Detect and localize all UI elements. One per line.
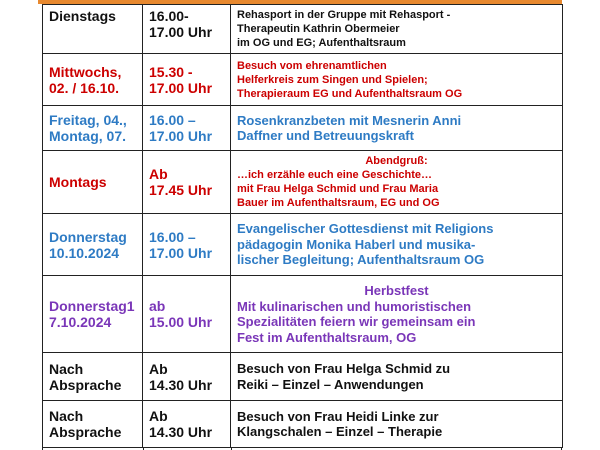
day-text: 02. / 16.10. [49,79,120,96]
day-text: Nach [49,360,84,377]
description-cell [231,106,563,151]
schedule-table [42,4,563,448]
description-title: Abendgruß: [365,155,428,167]
description-title: Herbstfest [364,283,429,298]
table-row [43,151,563,214]
day-text: Montags [49,174,107,190]
time-cell [143,5,231,54]
description-text: Therapeutin Kathrin Obermeier [237,23,400,35]
day-text: Absprache [49,376,122,393]
description-text: mit Frau Helga Schmid und Frau Maria [237,183,439,195]
description-text: Therapieraum EG und Aufenthaltsraum OG [237,87,463,100]
time-text: 14.30 Uhr [149,424,213,440]
table-row [43,5,563,54]
time-text: Ab [149,166,168,182]
table-row [43,276,563,353]
description-text: im OG und EG; Aufenthaltsraum [237,37,406,49]
description-text: Besuch vom ehrenamtlichen [237,59,387,72]
time-cell [143,54,231,106]
time-text: 14.30 Uhr [149,376,213,393]
time-text: 17.00 Uhr [149,244,213,261]
time-cell [143,106,231,151]
description-text: Helferkreis zum Singen und Spielen; [237,73,428,86]
description-text: Fest im Aufenthaltsraum, OG [237,329,417,345]
day-text: Montag, 07. [49,128,127,144]
description-text: …ich erzähle euch eine Geschichte… [237,169,433,181]
time-text: Ab [149,360,168,377]
time-text: 17.00 Uhr [149,128,213,144]
time-text: 16.00- [149,8,189,24]
day-text: Nach [49,408,84,424]
day-cell [43,214,143,276]
description-text: Mit kulinarischen und humoristischen [237,298,472,314]
time-text: 17.45 Uhr [149,182,213,198]
time-cell [143,276,231,353]
day-cell [43,106,143,151]
description-text: Reiki – Einzel – Anwendungen [237,376,424,392]
description-text: Bauer im Aufenthaltsraum, EG und OG [237,197,440,209]
time-cell [143,214,231,276]
time-text: 17.00 Uhr [149,24,213,40]
day-text: Donnerstag1 [49,298,135,314]
table-row [43,353,563,401]
day-text: Donnerstag [49,228,127,245]
description-text: Spezialitäten feiern wir gemeinsam ein [237,314,476,329]
day-text: Freitag, 04., [49,112,127,128]
description-text: lischer Begleitung; Aufenthaltsraum OG [237,252,485,268]
description-text: Daffner und Betreuungskraft [237,128,414,143]
table-row [43,54,563,106]
time-cell [143,151,231,214]
time-text: 15.30 - [149,63,193,80]
table-row [43,401,563,448]
description-text: Besuch von Frau Helga Schmid zu [237,361,451,376]
time-text: 15.00 Uhr [149,314,213,330]
description-text: Klangschalen – Einzel – Therapie [237,424,443,439]
time-text: Ab [149,408,168,424]
time-text: ab [149,298,166,314]
day-cell [43,54,143,106]
description-text: pädagogin Monika Haberl und musika- [237,236,476,252]
description-cell [231,5,563,54]
description-text: Evangelischer Gottesdienst mit Religions [237,221,494,237]
day-cell [43,151,143,214]
table-row [43,214,563,276]
day-text: Dienstags [49,8,116,24]
day-text: Mittwochs, [49,63,122,80]
description-cell [231,54,563,106]
day-text: 10.10.2024 [49,244,120,261]
time-cell [143,353,231,401]
description-cell [231,401,563,448]
description-text: Rehasport in der Gruppe mit Rehasport - [237,9,451,21]
description-text: Rosenkranzbeten mit Mesnerin Anni [237,112,462,128]
description-cell [231,276,563,353]
description-cell [231,151,563,214]
time-text: 17.00 Uhr [149,79,213,96]
description-text: Besuch von Frau Heidi Linke zur [237,408,439,424]
description-cell [231,353,563,401]
day-cell [43,5,143,54]
day-cell [43,353,143,401]
time-text: 16.00 – [149,228,196,245]
day-cell [43,276,143,353]
day-cell [43,401,143,448]
time-text: 16.00 – [149,112,196,128]
time-cell [143,401,231,448]
table-row [43,106,563,151]
description-cell [231,214,563,276]
day-text: 7.10.2024 [49,314,112,330]
day-text: Absprache [49,424,122,440]
